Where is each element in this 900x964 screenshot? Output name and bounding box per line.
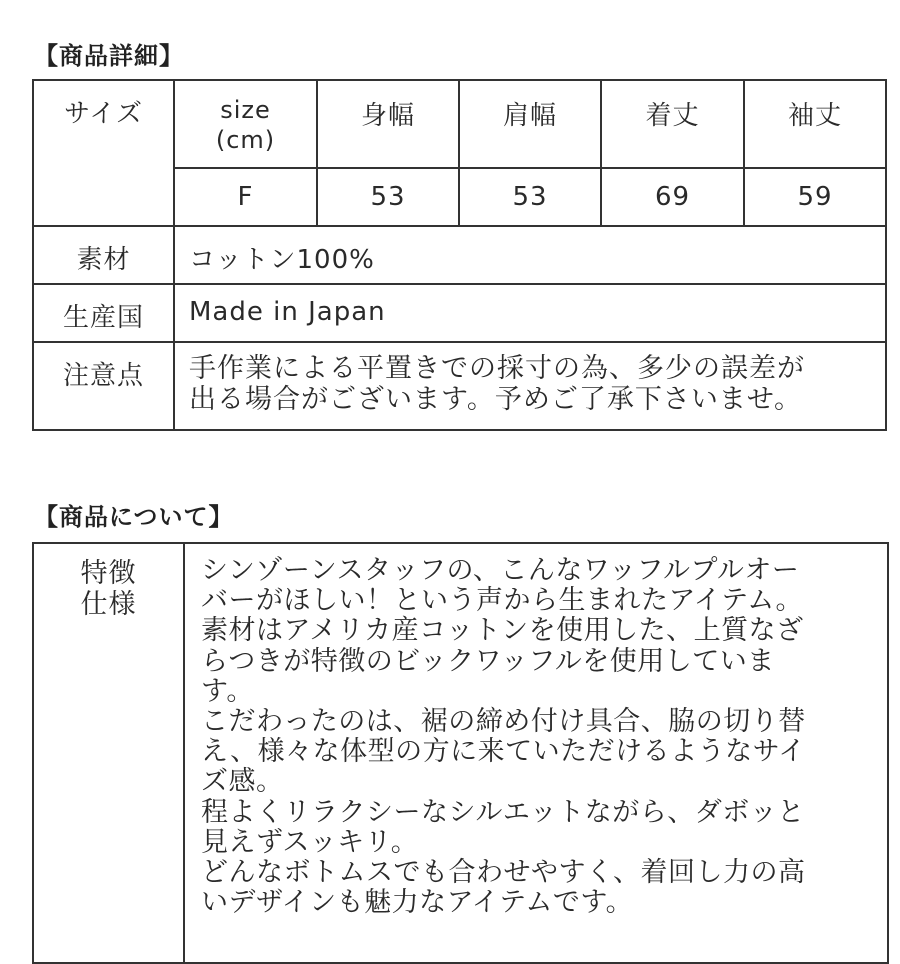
material-value: コットン100% [174, 226, 886, 284]
feature-line: バーがほしい！という声から生まれたアイテム。 [201, 585, 804, 617]
value-length: 69 [601, 168, 744, 226]
feature-label [33, 543, 184, 963]
feature-line: らつきが特徴のビックワッフルを使用していま [201, 645, 775, 677]
product-details-table [32, 79, 887, 431]
header-sleeve-length: 袖丈 [744, 80, 886, 168]
feature-line: 程よくリラクシーなシルエットながら、ダボッと [201, 796, 805, 828]
feature-line: シンゾーンスタッフの、こんなワッフルプルオー [201, 555, 800, 586]
product-about-table [32, 542, 889, 964]
size-header-line2: (cm) [215, 126, 276, 154]
header-length: 着丈 [601, 80, 744, 168]
feature-line: え、様々な体型の方に来ていただけるようなサイ [201, 736, 806, 768]
value-shoulder-width: 53 [459, 168, 601, 226]
feature-line: 素材はアメリカ産コットンを使用した、上質なざ [201, 615, 804, 647]
header-shoulder-width: 肩幅 [459, 80, 601, 168]
size-row-label: サイズ [33, 80, 174, 226]
size-unit-header [174, 80, 317, 168]
material-label: 素材 [33, 226, 174, 284]
origin-label: 生産国 [33, 284, 174, 342]
feature-label-line1: 特徴 [80, 558, 137, 589]
origin-value: Made in Japan [174, 284, 886, 342]
notes-line: 出る場合がございます。予めご了承下さいませ。 [189, 384, 803, 415]
feature-line: どんなボトムスでも合わせやすく、着回し力の高 [201, 857, 806, 889]
feature-label-line2: 仕様 [80, 589, 137, 620]
notes-value [174, 342, 886, 430]
header-body-width: 身幅 [317, 80, 459, 168]
feature-line: ズ感。 [201, 766, 284, 798]
value-sleeve-length: 59 [744, 168, 886, 226]
size-name-cell: F [174, 168, 317, 226]
size-header-line1: size [220, 96, 271, 124]
section-title-details: 【商品詳細】 [34, 42, 184, 70]
notes-line: 手作業による平置きでの採寸の為、多少の誤差が [189, 353, 805, 384]
feature-description [184, 543, 888, 963]
feature-line: す。 [201, 675, 254, 707]
feature-line: 見えずスッキリ。 [201, 826, 419, 858]
notes-label: 注意点 [33, 342, 174, 430]
section-title-about: 【商品について】 [34, 503, 234, 531]
feature-line: こだわったのは、裾の締め付け具合、脇の切り替 [201, 706, 806, 738]
feature-line: いデザインも魅力なアイテムです。 [201, 887, 634, 919]
value-body-width: 53 [317, 168, 459, 226]
